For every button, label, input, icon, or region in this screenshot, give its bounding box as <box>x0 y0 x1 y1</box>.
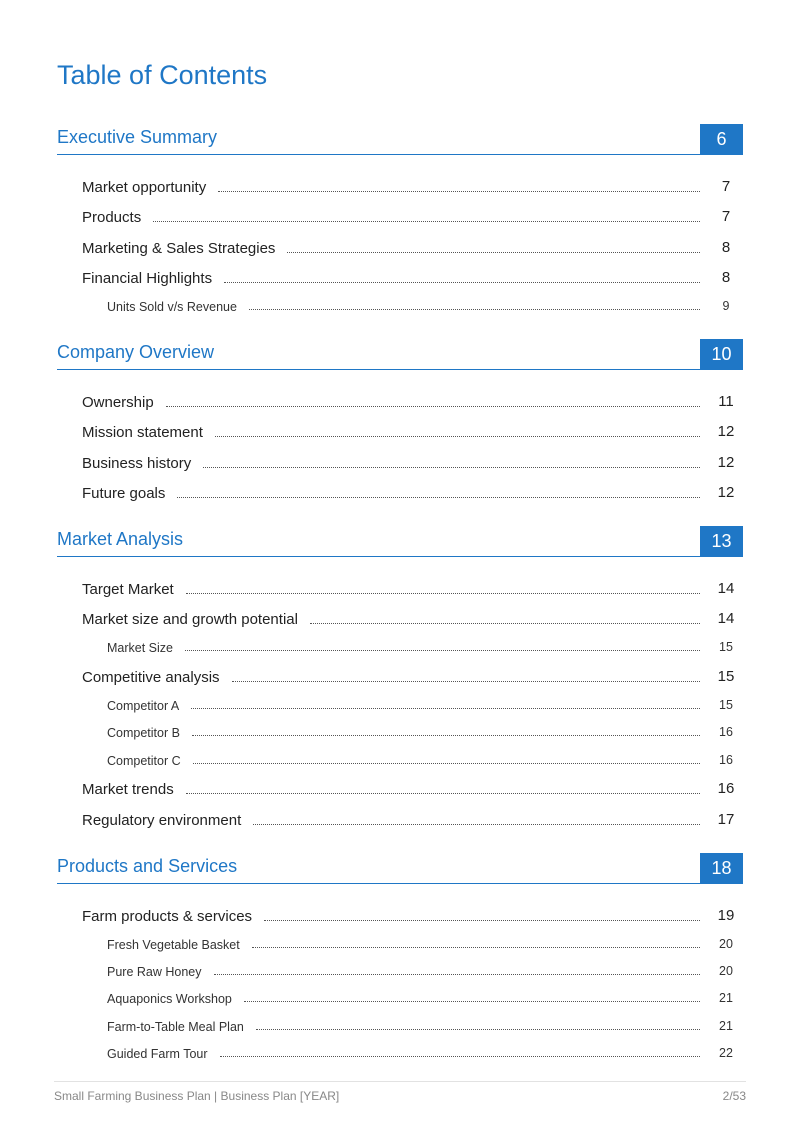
entry-label: Units Sold v/s Revenue <box>107 300 237 315</box>
entry-page-number: 7 <box>721 208 731 225</box>
entry-page-number: 21 <box>719 1018 733 1033</box>
entry-page-number: 14 <box>717 579 735 597</box>
entry-label: Market opportunity <box>82 178 207 196</box>
section-title: Market Analysis <box>57 529 184 549</box>
entry-page-number: 12 <box>717 423 735 440</box>
toc-entry[interactable] <box>57 896 743 927</box>
dot-leader <box>166 406 700 407</box>
toc-entry[interactable] <box>57 228 743 259</box>
footer-page-indicator: 2/53 <box>722 1089 746 1103</box>
entry-label: Farm products & services <box>82 907 253 925</box>
dot-leader <box>220 1056 700 1057</box>
toc-section-executive-summary <box>57 124 743 316</box>
entry-label: Ownership <box>82 393 154 411</box>
entry-page-number: 16 <box>717 780 735 798</box>
toc-entry[interactable] <box>57 382 743 413</box>
entry-page-number: 22 <box>719 1045 733 1060</box>
entry-label: Financial Highlights <box>82 270 213 287</box>
section-entries <box>57 569 743 831</box>
dot-leader <box>203 467 700 468</box>
entry-page-number: 20 <box>719 964 733 979</box>
page-footer <box>54 1081 746 1103</box>
toc-title: Table of Contents <box>57 60 268 90</box>
dot-leader <box>185 650 700 651</box>
dot-leader <box>177 497 700 498</box>
dot-leader <box>244 1001 700 1002</box>
dot-leader <box>310 623 700 624</box>
dot-leader <box>287 252 700 253</box>
toc-subentry[interactable] <box>57 688 743 715</box>
dot-leader <box>186 593 700 594</box>
section-title: Products and Services <box>57 856 238 876</box>
toc-entry[interactable] <box>57 259 743 290</box>
entry-label: Business history <box>82 454 192 472</box>
entry-label: Market Size <box>107 641 173 656</box>
section-title: Company Overview <box>57 342 215 362</box>
entry-page-number: 14 <box>717 610 735 627</box>
entry-page-number: 11 <box>718 392 734 410</box>
dot-leader <box>253 824 700 825</box>
section-page-badge: 18 <box>700 853 743 883</box>
entry-label: Future goals <box>82 485 166 502</box>
toc-section-products-and-services <box>57 853 743 1063</box>
dot-leader <box>193 763 700 764</box>
entry-label: Market trends <box>82 781 174 799</box>
footer-document-title: Small Farming Business Plan | Business Plan [YEAR] <box>54 1089 340 1103</box>
entry-page-number: 15 <box>717 667 735 685</box>
entry-page-number: 15 <box>719 640 733 655</box>
dot-leader <box>224 282 700 283</box>
toc-subentry[interactable] <box>57 742 743 769</box>
entry-page-number: 9 <box>722 299 730 314</box>
section-header[interactable] <box>57 124 743 155</box>
entry-label: Guided Farm Tour <box>107 1046 208 1061</box>
entry-label: Pure Raw Honey <box>107 965 202 980</box>
entry-page-number: 12 <box>717 484 735 501</box>
dot-leader <box>218 191 700 192</box>
entry-page-number: 12 <box>717 453 735 471</box>
toc-subentry[interactable] <box>57 289 743 316</box>
section-title: Executive Summary <box>57 127 218 147</box>
entry-label: Products <box>82 209 142 226</box>
entry-page-number: 20 <box>719 936 733 951</box>
entry-page-number: 17 <box>717 810 735 828</box>
entry-label: Market size and growth potential <box>82 611 298 628</box>
toc-entry[interactable] <box>57 657 743 688</box>
toc-entry[interactable] <box>57 167 743 198</box>
toc-entry[interactable] <box>57 800 743 831</box>
entry-label: Farm-to-Table Meal Plan <box>107 1019 244 1034</box>
entry-label: Fresh Vegetable Basket <box>107 937 240 952</box>
section-entries <box>57 167 743 316</box>
dot-leader <box>191 708 700 709</box>
entry-page-number: 15 <box>719 698 733 713</box>
toc-entry[interactable] <box>57 474 743 505</box>
toc-section-company-overview <box>57 339 743 504</box>
entry-label: Competitor B <box>107 726 180 741</box>
dot-leader <box>232 681 700 682</box>
section-entries <box>57 382 743 504</box>
section-page-badge: 10 <box>700 339 743 369</box>
toc-subentry[interactable] <box>57 981 743 1008</box>
dot-leader <box>192 735 700 736</box>
section-page-badge: 13 <box>700 526 743 556</box>
section-header[interactable] <box>57 526 743 557</box>
dot-leader <box>215 436 700 437</box>
entry-label: Regulatory environment <box>82 811 242 829</box>
toc-subentry[interactable] <box>57 927 743 954</box>
dot-leader <box>186 793 700 794</box>
toc-entry[interactable] <box>57 770 743 801</box>
entry-page-number: 16 <box>719 752 733 767</box>
section-header[interactable] <box>57 339 743 370</box>
dot-leader <box>214 974 701 975</box>
toc-entry[interactable] <box>57 569 743 600</box>
entry-page-number: 8 <box>721 269 731 286</box>
toc-entry[interactable] <box>57 600 743 631</box>
dot-leader <box>252 947 700 948</box>
entry-label: Competitor C <box>107 753 181 768</box>
entry-label: Aquaponics Workshop <box>107 992 232 1007</box>
toc-subentry[interactable] <box>57 630 743 657</box>
dot-leader <box>256 1029 700 1030</box>
toc-section-market-analysis <box>57 526 743 831</box>
entry-label: Competitive analysis <box>82 668 220 686</box>
toc-entry[interactable] <box>57 413 743 444</box>
entry-label: Competitor A <box>107 699 180 714</box>
entry-page-number: 16 <box>719 725 733 740</box>
toc-subentry[interactable] <box>57 715 743 742</box>
section-entries <box>57 896 743 1063</box>
toc-entry[interactable] <box>57 443 743 474</box>
toc-subentry[interactable] <box>57 1036 743 1063</box>
entry-page-number: 8 <box>721 238 731 256</box>
toc-subentry[interactable] <box>57 1008 743 1035</box>
entry-page-number: 19 <box>717 906 735 924</box>
dot-leader <box>264 920 700 921</box>
toc-entry[interactable] <box>57 198 743 229</box>
section-header[interactable] <box>57 853 743 884</box>
dot-leader <box>153 221 700 222</box>
entry-label: Target Market <box>82 580 174 598</box>
section-page-badge: 6 <box>700 124 743 154</box>
toc-subentry[interactable] <box>57 954 743 981</box>
entry-page-number: 7 <box>721 177 731 195</box>
entry-label: Mission statement <box>82 424 203 441</box>
entry-label: Marketing & Sales Strategies <box>82 239 276 257</box>
entry-page-number: 21 <box>719 991 733 1006</box>
dot-leader <box>249 309 700 310</box>
